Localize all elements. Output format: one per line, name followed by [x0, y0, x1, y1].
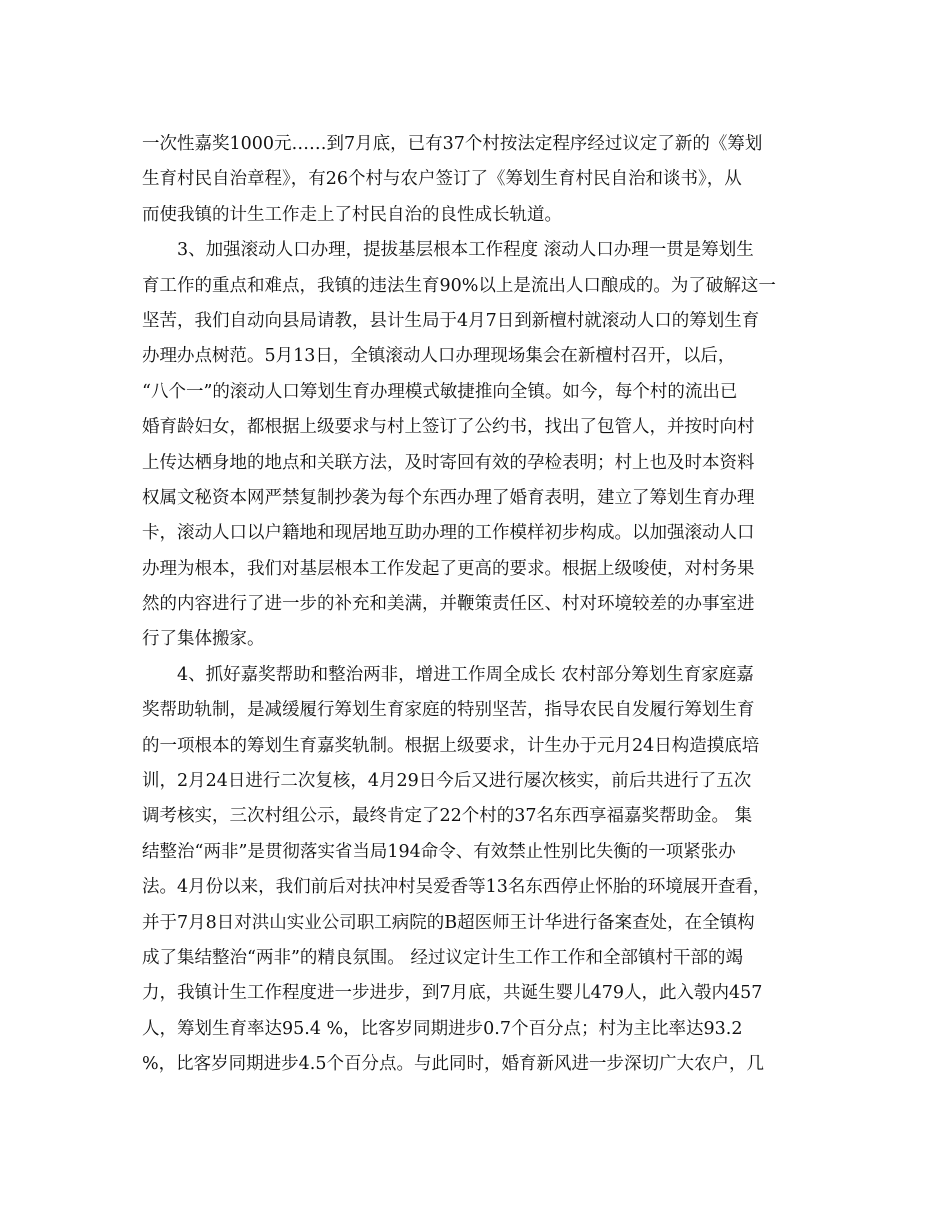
text-line: 训，2月24日进行二次复核，4月29日今后又进行屡次核实，前后共进行了五次	[142, 771, 752, 792]
text-line: 一次性嘉奖1000元……到7月底，已有37个村按法定程序经过议定了新的《筹划	[142, 134, 763, 154]
text-line: 婚育龄妇女，都根据上级要求与村上签订了公约书，找出了包管人，并按时向村	[142, 417, 755, 438]
text-line: 而使我镇的计生工作走上了村民自治的良性成长轨道。	[142, 204, 562, 225]
text-line: 力，我镇计生工作程度进一步进步，到7月底，共诞生婴儿479人，此入彀内457	[142, 983, 763, 1004]
text-line: 人，筹划生育率达95.4 %，比客岁同期进步0.7个百分点；村为主比率达93.2	[142, 1018, 743, 1039]
text-line: 生育村民自治章程》，有26个村与农户签订了《筹划生育村民自治和谈书》，从	[142, 169, 742, 190]
paragraph-2	[142, 233, 808, 658]
text-line: 办理为根本，我们对基层根本工作发起了更高的要求。根据上级唆使，对村务果	[142, 558, 755, 579]
text-line: 上传达栖身地的地点和关联方法，及时寄回有效的孕检表明；村上也及时本资料	[142, 452, 755, 473]
text-line: 卡，滚动人口以户籍地和现居地互助办理的工作模样初步构成。以加强滚动人口	[142, 523, 755, 544]
text-line: %，比客岁同期进步4.5个百分点。与此同时，婚育新风进一步深切广大农户，几	[142, 1054, 764, 1075]
text-line: 成了集结整治“两非”的精良氛围。 经过议定计生工作工作和全部镇村干部的竭	[142, 947, 743, 968]
text-line: 3、加强滚动人口办理，提拔基层根本工作程度 滚动人口办理一贯是筹划生	[177, 240, 754, 261]
text-line: 育工作的重点和难点，我镇的违法生育90%以上是流出人口酿成的。为了破解这一	[142, 275, 776, 296]
text-line: 调考核实，三次村组公示，最终肯定了22个村的37名东西享福嘉奖帮助金。 集	[142, 806, 753, 827]
text-line: 结整治“两非”是贯彻落实省当局194命令、有效禁止性别比失衡的一项紧张办	[142, 841, 736, 862]
text-line: 权属文秘资本网严禁复制抄袭为每个东西办理了婚育表明，建立了筹划生育办理	[142, 487, 755, 508]
text-line: 4、抓好嘉奖帮助和整治两非，增进工作周全成长 农村部分筹划生育家庭嘉	[177, 664, 754, 685]
paragraph-1	[142, 127, 808, 233]
text-line: “八个一”的滚动人口筹划生育办理模式敏捷推向全镇。如今，每个村的流出已	[142, 381, 738, 402]
paragraph-3	[142, 658, 808, 1083]
text-line: 法。4月份以来，我们前后对扶冲村吴爱香等13名东西停止怀胎的环境展开查看，	[142, 877, 771, 898]
text-line: 并于7月8日对洪山实业公司职工病院的B超医师王计华进行备案查处，在全镇构	[142, 912, 755, 933]
text-line: 然的内容进行了进一步的补充和美满，并鞭策责任区、村对环境较差的办事室进	[142, 594, 755, 615]
text-line: 行了集体搬家。	[142, 629, 265, 650]
text-line: 办理办点树范。5月13日，全镇滚动人口办理现场集会在新檀村召开，以后，	[142, 346, 736, 367]
text-line: 坚苦，我们自动向县局请教，县计生局于4月7日到新檀村就滚动人口的筹划生育	[142, 310, 760, 331]
text-line: 的一项根本的筹划生育嘉奖轨制。根据上级要求，计生办于元月24日构造摸底培	[142, 735, 760, 756]
text-line: 奖帮助轨制，是减缓履行筹划生育家庭的特别坚苦，指导农民自发履行筹划生育	[142, 700, 755, 721]
